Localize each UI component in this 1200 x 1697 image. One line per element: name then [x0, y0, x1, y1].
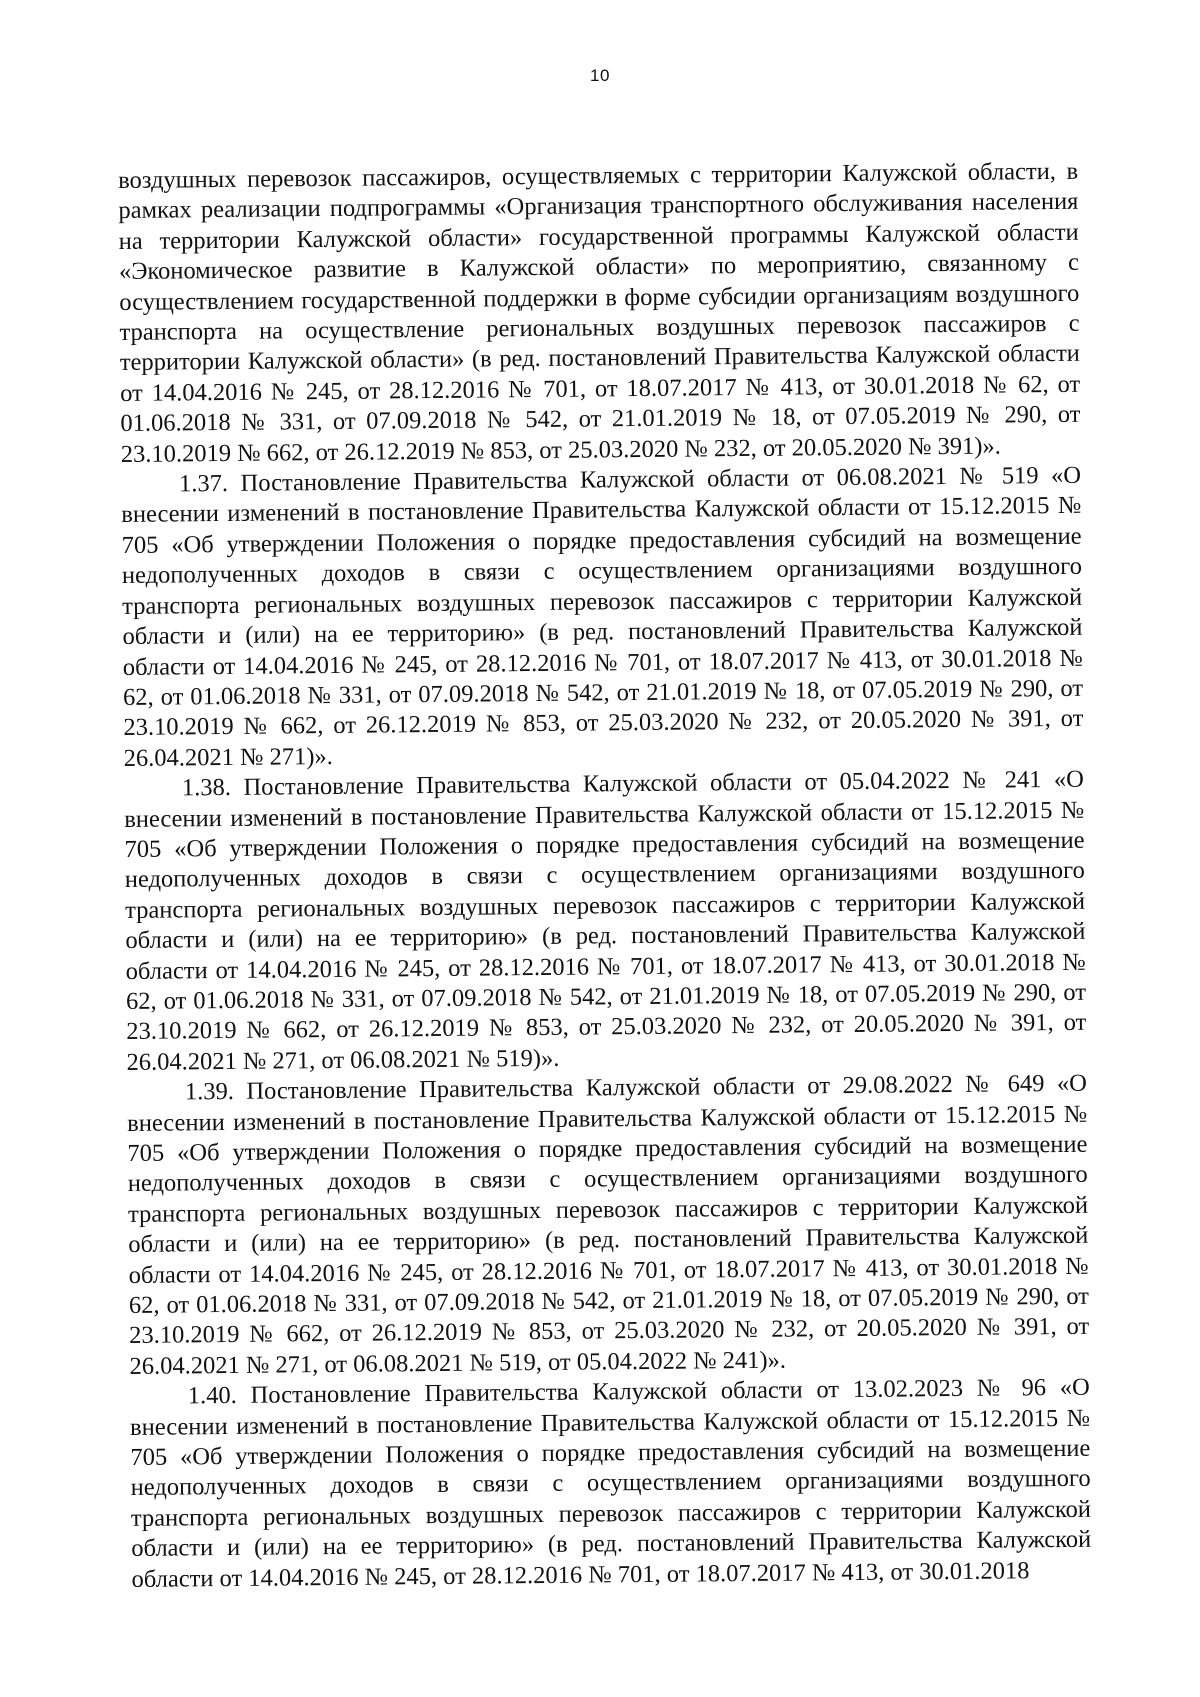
paragraph-1-37: 1.37. Постановление Правительства Калужской области от 06.08.2021 № 519 «О внесении изменений в постановление Правительства Калужской области от 15.12.2015 № 705 «Об утверждении Положения о порядке предоставления субсидий на возмещение недополученных доходов в связи с осуществлением организациями воздушного транспорта региональных воздушных перевозок пассажиров с территории Калужской области и (или) на ее территорию» (в ред. постановлений Правительства Калужской области от 14.04.2016 № 245, от 28.12.2016 № 701, от 18.07.2017 № 413, от 30.01.2018 № 62, от 01.06.2018 № 331, от 07.09.2018 № 542, от 21.01.2019 № 18, от 07.05.2019 № 290, от 23.10.2019 № 662, от 26.12.2019 № 853, от 25.03.2020 № 232, от 20.05.2020 № 391, от 26.04.2021 № 271)».	[121, 461, 1084, 772]
paragraph-1-40: 1.40. Постановление Правительства Калужской области от 13.02.2023 № 96 «О внесении изменений в постановление Правительства Калужской области от 15.12.2015 № 705 «Об утверждении Положения о порядке предоставления субсидий на возмещение недополученных доходов в связи с осуществлением организациями воздушного транспорта региональных воздушных перевозок пассажиров с территории Калужской области и (или) на ее территорию» (в ред. постановлений Правительства Калужской области от 14.04.2016 № 245, от 28.12.2016 № 701, от 18.07.2017 № 413, от 30.01.2018	[129, 1373, 1092, 1593]
page-number: 10	[590, 66, 610, 85]
paragraph-1-38: 1.38. Постановление Правительства Калужской области от 05.04.2022 № 241 «О внесении изменений в постановление Правительства Калужской области от 15.12.2015 № 705 «Об утверждении Положения о порядке предоставления субсидий на возмещение недополученных доходов в связи с осуществлением организациями воздушного транспорта региональных воздушных перевозок пассажиров с территории Калужской области и (или) на ее территорию» (в ред. постановлений Правительства Калужской области от 14.04.2016 № 245, от 28.12.2016 № 701, от 18.07.2017 № 413, от 30.01.2018 № 62, от 01.06.2018 № 331, от 07.09.2018 № 542, от 21.01.2019 № 18, от 07.05.2019 № 290, от 23.10.2019 № 662, от 26.12.2019 № 853, от 25.03.2020 № 232, от 20.05.2020 № 391, от 26.04.2021 № 271, от 06.08.2021 № 519)».	[124, 765, 1087, 1076]
paragraph-1-39: 1.39. Постановление Правительства Калужской области от 29.08.2022 № 649 «О внесении изменений в постановление Правительства Калужской области от 15.12.2015 № 705 «Об утверждении Положения о порядке предоставления субсидий на возмещение недополученных доходов в связи с осуществлением организациями воздушного транспорта региональных воздушных перевозок пассажиров с территории Калужской области и (или) на ее территорию» (в ред. постановлений Правительства Калужской области от 14.04.2016 № 245, от 28.12.2016 № 701, от 18.07.2017 № 413, от 30.01.2018 № 62, от 01.06.2018 № 331, от 07.09.2018 № 542, от 21.01.2019 № 18, от 07.05.2019 № 290, от 23.10.2019 № 662, от 26.12.2019 № 853, от 25.03.2020 № 232, от 20.05.2020 № 391, от 26.04.2021 № 271, от 06.08.2021 № 519, от 05.04.2022 № 241)».	[127, 1069, 1090, 1380]
document-body	[118, 157, 1092, 1595]
paragraph-continuation: воздушных перевозок пассажиров, осуществляемых с территории Калужской области, в рамках реализации подпрограммы «Организация транспортного обслуживания населения на территории Калужской области» государственной программы Калужской области «Экономическое развитие в Калужской области» по мероприятию, связанному с осуществлением государственной поддержки в форме субсидии организациям воздушного транспорта на осуществление региональных воздушных перевозок пассажиров с территории Калужской области» (в ред. постановлений Правительства Калужской области от 14.04.2016 № 245, от 28.12.2016 № 701, от 18.07.2017 № 413, от 30.01.2018 № 62, от 01.06.2018 № 331, от 07.09.2018 № 542, от 21.01.2019 № 18, от 07.05.2019 № 290, от 23.10.2019 № 662, от 26.12.2019 № 853, от 25.03.2020 № 232, от 20.05.2020 № 391)».	[118, 157, 1081, 468]
